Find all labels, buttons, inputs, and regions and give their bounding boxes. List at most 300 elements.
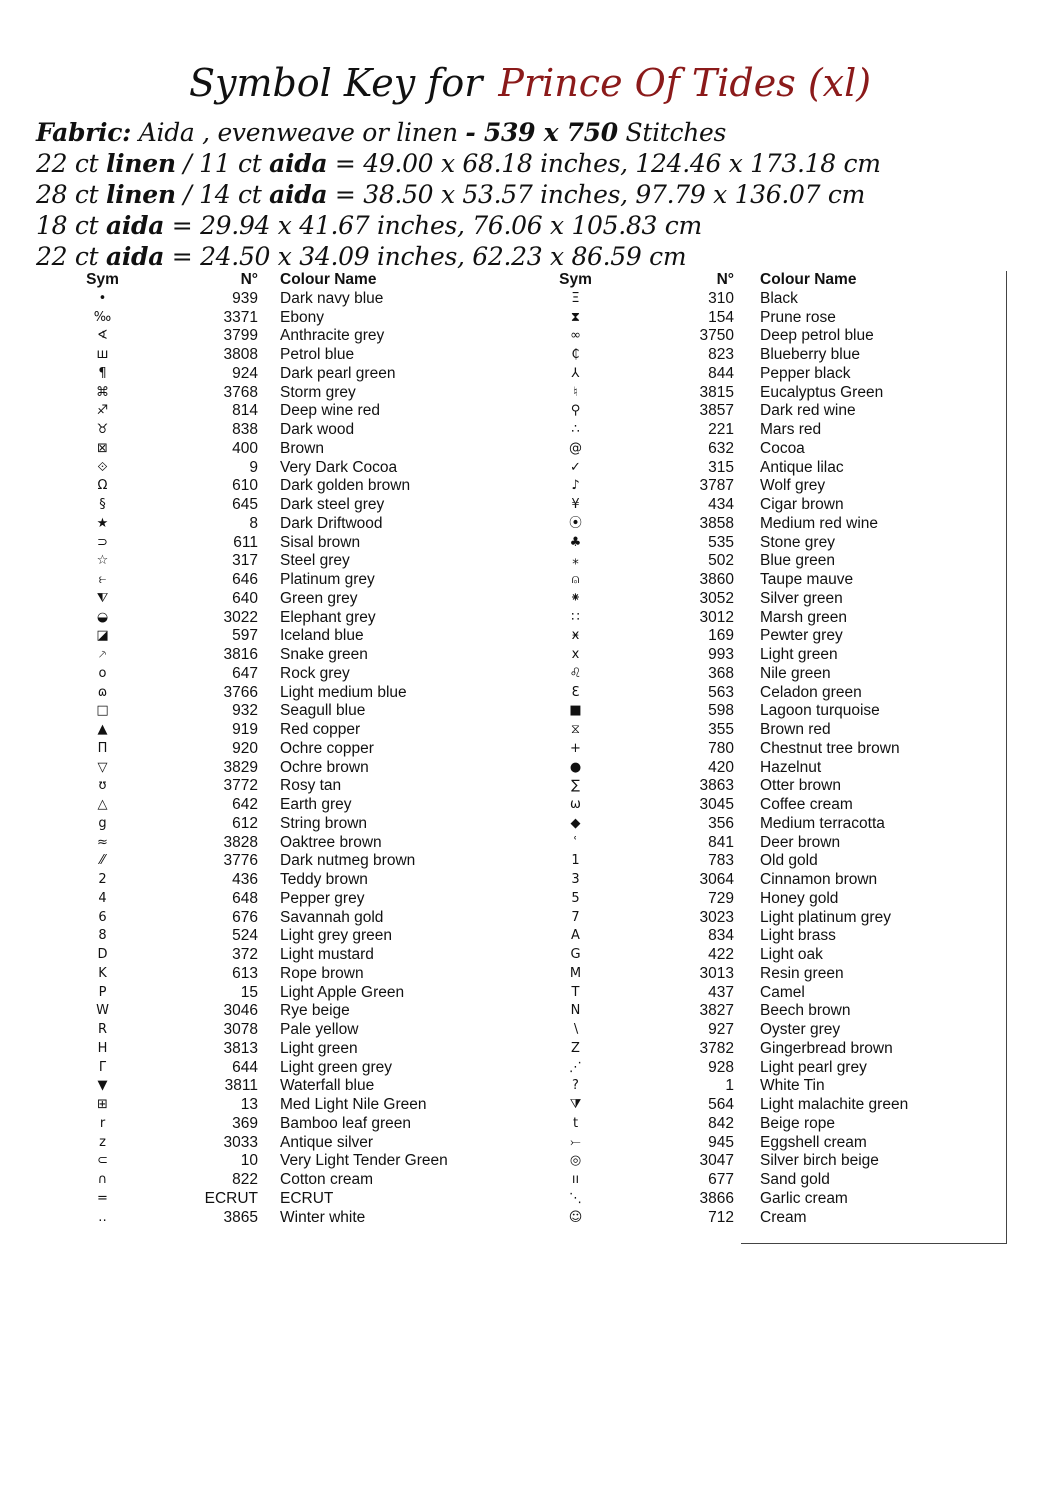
symbol-cell: □ [96, 703, 109, 719]
colour-name-cell: Seagull blue [280, 702, 366, 720]
colour-name-cell: Ebony [280, 308, 324, 326]
number-cell: 355 [708, 721, 734, 738]
symbol-cell: R [97, 1022, 108, 1037]
symbol-cell: ∷ [571, 609, 580, 625]
number-cell: 3813 [223, 1039, 258, 1057]
number-cell: 564 [708, 1096, 734, 1113]
symbol-cell: ✓ [570, 459, 581, 475]
colour-name-cell: Storm grey [280, 383, 356, 401]
colour-name-cell: Stone grey [760, 533, 835, 551]
colour-name-cell: Camel [760, 983, 805, 1001]
number-cell: 434 [708, 496, 734, 513]
colour-name-cell: Light medium blue [280, 683, 407, 701]
number-cell: 3022 [223, 608, 258, 626]
colour-name-cell: Platinum grey [280, 571, 375, 588]
number-cell: 919 [232, 721, 258, 738]
fabric-text: aida [105, 211, 165, 240]
symbol-cell: ⊃ [97, 534, 108, 550]
symbol-cell: ⋱ [569, 1190, 582, 1206]
number-cell: 3787 [699, 477, 734, 495]
number-cell: 3858 [699, 514, 734, 532]
fabric-text: aida [105, 242, 165, 271]
colour-name-cell: Sand gold [760, 1171, 830, 1188]
symbol-cell: 8 [98, 928, 107, 944]
fabric-text: / 11 ct [175, 149, 270, 178]
symbol-cell: ▲ [97, 722, 108, 737]
colour-name-cell: Old gold [760, 852, 818, 870]
colour-name-cell: Waterfall blue [280, 1077, 375, 1095]
colour-name-cell: Dark red wine [760, 402, 856, 420]
colour-name-cell: Honey gold [760, 889, 839, 907]
colour-name-header: Colour Name [280, 271, 377, 288]
fabric-info [36, 117, 1036, 272]
colour-name-cell: Light mustard [280, 946, 374, 963]
symbol-cell: G [570, 947, 581, 962]
colour-name-cell: Dark pearl green [280, 364, 396, 382]
fabric-text: Stitches [617, 118, 727, 147]
symbol-cell: ◒ [96, 609, 109, 625]
symbol-cell: W [96, 1003, 109, 1019]
symbol-cell: ◪ [96, 628, 109, 644]
fabric-line [36, 148, 1036, 179]
number-cell: 3768 [223, 383, 258, 401]
symbol-cell: 5 [571, 890, 580, 906]
number-cell: 928 [708, 1058, 734, 1076]
number-cell: 372 [232, 946, 258, 963]
colour-name-cell: Light green [280, 1039, 358, 1057]
symbol-cell: N [570, 1003, 581, 1019]
symbol-cell: z [99, 1134, 106, 1150]
number-cell: 842 [708, 1114, 734, 1132]
symbol-cell: ♮ [573, 384, 578, 400]
sym-header: Sym [559, 271, 592, 288]
symbol-cell: ♪ [571, 478, 580, 494]
number-cell: 647 [232, 664, 258, 682]
number-cell: 436 [232, 871, 258, 888]
number-cell: 780 [708, 739, 734, 757]
colour-name-cell: Light Apple Green [280, 983, 405, 1001]
symbol-cell: 2 [98, 872, 107, 887]
number-cell: 3857 [699, 402, 734, 420]
fabric-text: linen [105, 180, 176, 209]
colour-name-cell: Antique silver [280, 1133, 374, 1151]
colour-name-cell: Snake green [280, 646, 368, 663]
symbol-cell: ♣ [569, 534, 582, 550]
symbol-cell: ⧨ [96, 590, 109, 606]
colour-name-cell: Rye beige [280, 1002, 350, 1020]
symbol-cell: ⊠ [97, 440, 108, 456]
number-cell: 597 [232, 627, 258, 645]
symbol-cell: ⚲ [570, 403, 581, 419]
number-header: N° [240, 271, 258, 288]
table-border-bottom [741, 1243, 1007, 1244]
number-cell: 932 [232, 702, 258, 720]
number-cell: 8 [249, 514, 258, 532]
number-cell: 939 [232, 289, 258, 307]
symbol-cell: A [571, 928, 580, 944]
fabric-text: linen [105, 149, 176, 178]
symbol-cell: ⧩ [569, 1097, 582, 1112]
colour-name-cell: Savannah gold [280, 908, 384, 926]
symbol-cell: ‰ [93, 309, 112, 325]
number-cell: 13 [240, 1096, 258, 1113]
number-cell: 154 [708, 308, 734, 326]
number-cell: 3033 [223, 1133, 258, 1151]
number-cell: 3046 [223, 1002, 258, 1020]
colour-name-cell: Red copper [280, 721, 361, 738]
symbol-cell: 1 [571, 853, 580, 869]
number-cell: 945 [708, 1133, 734, 1151]
number-cell: 3782 [699, 1039, 734, 1057]
colour-name-cell: White Tin [760, 1077, 825, 1095]
number-cell: 645 [232, 496, 258, 513]
number-header: N° [716, 271, 734, 288]
colour-name-cell: Deep wine red [280, 402, 380, 420]
number-cell: 640 [232, 589, 258, 607]
number-cell: 838 [232, 421, 258, 438]
symbol-cell: Γ [98, 1059, 107, 1075]
number-cell: 437 [708, 983, 734, 1001]
symbol-cell: ⦿ [568, 515, 582, 531]
colour-name-cell: Deer brown [760, 833, 841, 851]
colour-name-cell: Winter white [280, 1208, 366, 1226]
page-title [0, 58, 1060, 108]
symbol-cell: ◎ [569, 1153, 582, 1169]
number-cell: 920 [232, 739, 258, 757]
colour-name-cell: Dark golden brown [280, 477, 411, 495]
colour-name-cell: Pale yellow [280, 1021, 359, 1038]
number-cell: 356 [708, 814, 734, 832]
symbol-cell: @ [569, 440, 582, 456]
colour-name-cell: Ochre copper [280, 739, 374, 757]
fabric-text: 18 ct [36, 211, 106, 240]
symbol-cell: ⍝ [571, 572, 580, 587]
colour-name-cell: Garlic cream [760, 1189, 848, 1207]
symbol-cell: o [98, 665, 107, 681]
colour-name-cell: Rock grey [280, 664, 350, 682]
number-cell: 3815 [699, 383, 734, 401]
number-cell: 420 [708, 758, 734, 776]
colour-name-cell: Deep petrol blue [760, 327, 874, 345]
fabric-text: / 14 ct [175, 180, 270, 209]
colour-name-cell: Eggshell cream [760, 1133, 867, 1151]
symbol-cell: g [98, 815, 107, 831]
colour-name-header: Colour Name [760, 271, 857, 288]
fabric-line [36, 241, 1036, 272]
symbol-cell: ∩ [97, 1172, 108, 1187]
number-cell: 3013 [699, 964, 734, 982]
fabric-line [36, 179, 1036, 210]
symbol-cell: • [98, 290, 107, 306]
number-cell: 524 [232, 927, 258, 945]
symbol-cell: ⤚ [570, 1134, 581, 1150]
symbol-cell: 7 [571, 909, 580, 925]
colour-name-cell: Cigar brown [760, 496, 844, 513]
symbol-cell: ⥼ [98, 572, 107, 587]
number-cell: 9 [249, 458, 258, 476]
colour-name-cell: Green grey [280, 589, 358, 607]
fabric-text: = 49.00 x 68.18 inches, 124.46 x 173.18 cm [327, 149, 881, 178]
number-cell: 644 [232, 1058, 258, 1076]
symbol-cell: ♉ [96, 422, 109, 437]
symbol-cell: ▽ [97, 759, 108, 775]
colour-name-cell: Brown red [760, 721, 831, 738]
colour-name-cell: Cocoa [760, 439, 805, 457]
number-cell: 814 [232, 402, 258, 420]
title-prefix: Symbol Key for [188, 61, 483, 105]
symbol-cell: ⧖ [570, 722, 581, 737]
symbol-cell: ⟐ [97, 459, 108, 475]
symbol-cell: 6 [98, 909, 107, 925]
number-cell: 3045 [699, 796, 734, 813]
symbol-cell: ★ [96, 515, 109, 531]
colour-name-cell: Light malachite green [760, 1096, 909, 1113]
number-cell: 3808 [223, 346, 258, 363]
colour-name-cell: Mars red [760, 421, 822, 438]
colour-name-cell: Lagoon turquoise [760, 702, 880, 720]
symbol-cell: 4 [98, 890, 107, 906]
colour-name-cell: Wolf grey [760, 477, 826, 495]
symbol-cell: ∑ [571, 778, 580, 794]
number-cell: 3776 [223, 852, 258, 870]
colour-name-cell: Petrol blue [280, 346, 355, 363]
number-cell: 3829 [223, 758, 258, 776]
colour-name-cell: Marsh green [760, 608, 848, 626]
symbol-cell: ∖ [571, 1022, 580, 1037]
colour-name-cell: Iceland blue [280, 627, 364, 645]
number-cell: 611 [233, 533, 258, 551]
symbol-cell: M [569, 965, 582, 981]
symbol-cell: ■ [569, 703, 582, 719]
number-cell: 3012 [699, 608, 734, 626]
symbol-cell: ω [570, 797, 581, 812]
symbol-cell: ▼ [97, 1078, 108, 1094]
fabric-text: = 29.94 x 41.67 inches, 76.06 x 105.83 cm [164, 211, 702, 240]
colour-name-cell: Teddy brown [280, 871, 368, 888]
fabric-text: - 539 x 750 [465, 118, 618, 147]
number-cell: 221 [708, 421, 734, 438]
symbol-cell: ʊ [98, 778, 107, 794]
fabric-line [36, 117, 1036, 148]
symbol-cell: ıı [571, 1172, 580, 1187]
symbol-cell: x [571, 647, 580, 662]
number-cell: 3766 [223, 683, 258, 701]
number-cell: 3371 [223, 308, 258, 326]
colour-name-cell: Oyster grey [760, 1021, 841, 1038]
colour-name-cell: Cinnamon brown [760, 871, 878, 888]
colour-name-cell: Coffee cream [760, 796, 853, 813]
colour-name-cell: Rosy tan [280, 777, 342, 795]
fabric-text: aida [269, 149, 328, 178]
colour-name-cell: Gingerbread brown [760, 1039, 893, 1057]
number-cell: 823 [708, 346, 734, 363]
colour-name-cell: Light pearl grey [760, 1058, 867, 1076]
number-cell: 844 [708, 364, 734, 382]
number-cell: 369 [232, 1114, 258, 1132]
colour-name-cell: Otter brown [760, 777, 841, 795]
colour-name-cell: Light green grey [280, 1058, 393, 1076]
colour-name-cell: Oaktree brown [280, 833, 382, 851]
symbol-cell: r [99, 1115, 106, 1131]
colour-name-cell: Pewter grey [760, 627, 843, 645]
number-cell: 10 [240, 1152, 258, 1170]
symbol-cell: ӿ [571, 628, 580, 644]
colour-name-cell: Rope brown [280, 964, 364, 982]
colour-name-cell: Light brass [760, 927, 836, 945]
colour-name-cell: Ochre brown [280, 758, 369, 776]
number-cell: 712 [708, 1208, 734, 1226]
colour-name-cell: Dark Driftwood [280, 514, 383, 532]
colour-name-cell: Light green [760, 646, 838, 663]
number-cell: 677 [708, 1171, 734, 1188]
colour-name-cell: Beige rope [760, 1114, 835, 1132]
symbol-cell: ∴ [571, 422, 580, 437]
colour-name-cell: Dark wood [280, 421, 355, 438]
number-cell: 648 [232, 889, 258, 907]
colour-name-cell: Nile green [760, 664, 831, 682]
number-cell: 3052 [699, 589, 734, 607]
colour-name-cell: Med Light Nile Green [280, 1096, 427, 1113]
number-cell: 400 [232, 439, 258, 457]
number-cell: 822 [232, 1171, 258, 1188]
colour-name-cell: Bamboo leaf green [280, 1114, 411, 1132]
symbol-cell: P [98, 984, 107, 1000]
symbol-cell: ⊞ [97, 1097, 108, 1112]
colour-name-cell: Taupe mauve [760, 571, 854, 588]
fabric-text: 22 ct [36, 149, 106, 178]
fabric-text: 22 ct [36, 242, 106, 271]
symbol-cell: Π [97, 740, 108, 756]
colour-name-cell: Medium red wine [760, 514, 879, 532]
colour-name-cell: Elephant grey [280, 608, 376, 626]
colour-name-cell: Hazelnut [760, 758, 822, 776]
number-cell: 632 [708, 439, 734, 457]
number-cell: 834 [708, 927, 734, 945]
symbol-cell: ⸕ [97, 647, 108, 662]
symbol-cell: ∞ [570, 328, 581, 344]
colour-name-cell: Pepper black [760, 364, 851, 382]
number-cell: 642 [232, 796, 258, 813]
number-cell: 613 [232, 964, 258, 982]
fabric-text: = 38.50 x 53.57 inches, 97.79 x 136.07 cm [327, 180, 866, 209]
number-cell: 3772 [223, 777, 258, 795]
symbol-cell: ⁎ [572, 553, 579, 569]
symbol-cell: ∢ [97, 328, 108, 344]
number-cell: 3811 [224, 1077, 258, 1095]
colour-name-cell: Beech brown [760, 1002, 851, 1020]
colour-name-cell: String brown [280, 814, 368, 832]
fabric-text: Fabric: [36, 118, 132, 147]
number-cell: 993 [708, 646, 734, 663]
colour-name-cell: Cream [760, 1208, 807, 1226]
symbol-cell: H [97, 1040, 108, 1056]
colour-name-cell: Earth grey [280, 796, 352, 813]
number-cell: 729 [708, 889, 734, 907]
colour-name-cell: Very Dark Cocoa [280, 458, 398, 476]
symbol-cell: t [572, 1115, 579, 1131]
number-cell: 502 [708, 552, 734, 570]
number-cell: 368 [708, 664, 734, 682]
colour-name-cell: Resin green [760, 964, 844, 982]
symbol-cell: ¥ [571, 497, 580, 512]
symbol-cell: ☆ [96, 553, 109, 569]
symbol-cell: Ɛ [571, 684, 580, 700]
number-cell: 169 [708, 627, 734, 645]
symbol-cell: § [99, 497, 106, 512]
colour-name-cell: Sisal brown [280, 533, 361, 551]
colour-name-cell: Light grey green [280, 927, 393, 945]
colour-name-cell: Chestnut tree brown [760, 739, 900, 757]
colour-name-cell: Anthracite grey [280, 327, 385, 345]
colour-name-cell: Black [760, 289, 798, 307]
colour-name-cell: Steel grey [280, 552, 350, 570]
colour-name-cell: Pepper grey [280, 889, 365, 907]
sym-header: Sym [86, 271, 119, 288]
number-cell: 783 [708, 852, 734, 870]
symbol-cell: ⅄ [571, 365, 580, 381]
symbol-cell: ⊂ [97, 1153, 108, 1169]
symbol-cell: + [570, 740, 581, 756]
number-cell: 3860 [699, 571, 734, 588]
colour-name-cell: Blue green [760, 552, 835, 570]
number-cell: 3827 [699, 1002, 734, 1020]
pattern-name: Prince Of Tides (xl) [498, 61, 872, 105]
colour-name-cell: Cotton cream [280, 1171, 374, 1188]
colour-name-cell: Very Light Tender Green [280, 1152, 448, 1170]
number-cell: 598 [708, 702, 734, 720]
symbol-cell: ¶ [98, 365, 107, 381]
symbol-cell: ⧗ [570, 309, 581, 325]
number-cell: 3865 [223, 1208, 258, 1226]
symbol-cell: 3 [571, 872, 580, 887]
number-cell: 315 [708, 458, 734, 476]
fabric-text: aida [269, 180, 328, 209]
symbol-cell: K [98, 965, 107, 981]
colour-name-cell: Dark steel grey [280, 496, 385, 513]
colour-name-cell: Medium terracotta [760, 814, 885, 832]
symbol-cell: ‥ [98, 1209, 107, 1225]
number-cell: 3816 [223, 646, 258, 663]
number-cell: 317 [232, 552, 258, 570]
fabric-text: = 24.50 x 34.09 inches, 62.23 x 86.59 cm [164, 242, 687, 271]
colour-name-cell: Celadon green [760, 683, 862, 701]
number-cell: 841 [708, 833, 734, 851]
symbol-cell: ʿ [573, 834, 578, 850]
number-cell: 15 [240, 983, 258, 1001]
symbol-cell: ☺ [568, 1209, 583, 1225]
number-cell: 3064 [699, 871, 734, 888]
number-cell: 563 [708, 683, 734, 701]
colour-name-cell: Prune rose [760, 308, 836, 326]
number-cell: 3047 [699, 1152, 734, 1170]
colour-name-cell: Eucalyptus Green [760, 383, 884, 401]
number-cell: ECRUT [204, 1189, 258, 1207]
symbol-cell: ⁄⁄ [100, 853, 105, 869]
number-cell: 612 [232, 814, 258, 832]
symbol-cell: ◆ [570, 815, 581, 831]
number-cell: 3828 [223, 833, 258, 851]
number-cell: 3866 [699, 1189, 734, 1207]
colour-name-cell: Antique lilac [760, 458, 844, 476]
colour-name-cell: ECRUT [280, 1189, 334, 1207]
colour-name-cell: Blueberry blue [760, 346, 860, 363]
symbol-cell: Ξ [571, 290, 580, 306]
colour-name-cell: Light oak [760, 946, 823, 963]
symbol-cell: ⋰ [569, 1059, 582, 1075]
fabric-text: 28 ct [36, 180, 106, 209]
colour-name-cell: Brown [280, 439, 324, 457]
symbol-cell: ≈ [97, 834, 108, 850]
